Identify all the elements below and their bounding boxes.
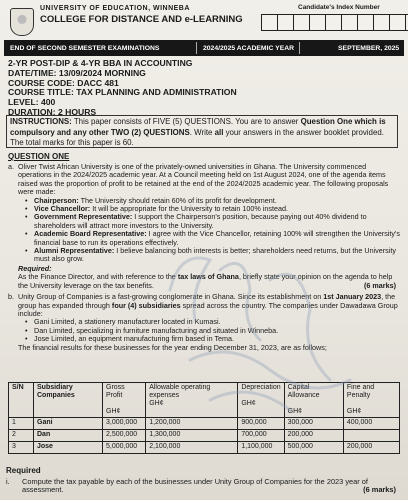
table-cell: 1,100,000 — [238, 442, 284, 454]
table-cell: 200,000 — [284, 430, 343, 442]
header-depreciation: Depreciation GH¢ — [238, 383, 284, 418]
header-sn: S/N — [9, 383, 34, 418]
sub-question-number: i. — [6, 477, 10, 486]
sub-question-text: Compute the tax payable by each of the businesses under Unity Group of Companies for the 2023 year of assessment. — [22, 477, 368, 495]
marks-a: (6 marks) — [364, 280, 396, 290]
exam-title: END OF SECOND SEMESTER EXAMINATIONS — [10, 44, 160, 52]
part-b-label: b. — [8, 292, 14, 302]
table-intro-text: The financial results for these businesses for the year ending December 31, 2023, are as follows; — [18, 342, 327, 352]
part-b-intro: Unity Group of Companies is a fast-growing conglomerate in Ghana. Since its establishment on — [18, 292, 324, 302]
financial-results-table — [8, 382, 400, 454]
exam-month: SEPTEMBER, 2025 — [338, 44, 400, 52]
index-box — [261, 14, 278, 31]
proposal-title: Chairperson: — [34, 195, 79, 205]
part-b-intro: spread across the country. The companies under Dawadawa Group include: — [18, 300, 398, 318]
table-cell: 700,000 — [238, 430, 284, 442]
part-b-intro: , the group has expanded through — [18, 292, 396, 310]
proposal-title: Government Representative: — [34, 212, 133, 222]
table-cell: 200,000 — [343, 442, 399, 454]
subsidiary-item: • Jose Limited, an equipment manufacturing firm based in Tema. — [34, 335, 400, 343]
index-box — [277, 14, 294, 31]
subsidiary-item: • Dan Limited, specializing in furniture manufacturing and situated in Winneba. — [34, 327, 400, 335]
course-title: COURSE TITLE: TAX PLANNING AND ADMINISTRATION — [8, 87, 237, 98]
part-a-intro: Oliver Twist African University is one of the privately-owned universities in Ghana. The University commenced operations in the 2024/2025 academic year. At a Council meeting held on 1st August 2024, one of the agenda items raised was the proportion of profit to be retained at the end of the 2024/2025 academic year. The following proposals were made: — [18, 162, 389, 197]
index-box — [293, 14, 310, 31]
table-cell: Dan — [34, 430, 103, 442]
header-fine-penalty: Fine and Penalty GH¢ — [343, 383, 399, 418]
table-cell: 5,000,000 — [103, 442, 146, 454]
table-cell: 2 — [9, 430, 34, 442]
header-capital-allowance: Capital Allowance GH¢ — [284, 383, 343, 418]
course-details — [8, 59, 237, 118]
proposal-text: I agree with the Vice Chancellor, retaining 100% will strengthen the University's financial base to run its operations effectively. — [34, 229, 400, 247]
table-cell: 2,100,000 — [146, 442, 238, 454]
proposal-title: Vice Chancellor: — [34, 204, 91, 214]
part-b-bold: four (4) subsidiaries — [111, 300, 181, 310]
instructions-text: This paper consists of FIVE (5) QUESTIONS. You are to answer — [71, 117, 301, 126]
sub-question-i — [6, 478, 400, 495]
date-time: DATE/TIME: 13/09/2024 MORNING — [8, 67, 146, 78]
table-row — [9, 430, 400, 442]
part-b-bold: 1st January 2023 — [323, 292, 382, 302]
table-cell: 1 — [9, 418, 34, 430]
required-heading: Required — [6, 466, 41, 475]
index-box — [373, 14, 390, 31]
duration: DURATION: 2 HOURS — [8, 106, 97, 117]
programme: 2-YR POST-DIP & 4-YR BBA IN ACCOUNTING — [8, 58, 193, 68]
table-row — [9, 418, 400, 430]
table-cell: 3 — [9, 442, 34, 454]
index-box — [389, 14, 406, 31]
proposal-text: I believe balancing both interests is better; shareholders need returns, but the University must also grow. — [34, 246, 396, 264]
table-header-row — [9, 383, 400, 418]
marks-i: (6 marks) — [363, 485, 396, 495]
index-box — [341, 14, 358, 31]
proposal-text: The University should retain 60% of its profit for development. — [78, 195, 277, 205]
proposal-title: Alumni Representative: — [34, 246, 115, 256]
part-a-required — [8, 265, 400, 290]
table-cell: 2,500,000 — [103, 430, 146, 442]
header-operating-expenses: Allowable operating expenses GH¢ — [146, 383, 238, 418]
level: LEVEL: 400 — [8, 97, 56, 108]
currency: GH¢ — [149, 400, 164, 407]
table-cell: 1,200,000 — [146, 418, 238, 430]
table-cell: 1,300,000 — [146, 430, 238, 442]
required-label: Required: — [18, 263, 52, 273]
part-a-label: a. — [8, 162, 14, 171]
currency: GH¢ — [106, 408, 121, 415]
proposal-item — [34, 213, 400, 230]
university-crest-icon — [10, 8, 34, 36]
instructions-text: your answers in the answer booklet provided. The total marks for this paper is 60. — [10, 127, 384, 147]
required-text: , briefly state your opinion on the agenda to help the University leverage on the tax benefits. — [18, 272, 393, 290]
proposal-list — [8, 197, 400, 264]
proposal-text: It will be appropriate for the University to retain 100% instead. — [90, 204, 288, 214]
proposal-title: Academic Board Representative: — [34, 229, 147, 239]
banner-divider — [299, 42, 300, 54]
paper-header — [4, 2, 404, 40]
index-number-boxes — [262, 14, 408, 31]
table-cell: Gani — [34, 418, 103, 430]
table-cell: 3,000,000 — [103, 418, 146, 430]
question-one-body — [8, 163, 400, 352]
proposal-text: I support the Chairperson's position, because paying out 40% dividend to shareholders will attract more investors to the University. — [34, 212, 367, 230]
required-bold: tax laws of Ghana — [177, 272, 239, 282]
index-box — [309, 14, 326, 31]
subsidiary-list — [8, 318, 400, 343]
college-name: COLLEGE FOR DISTANCE AND e-LEARNING — [40, 14, 243, 25]
subsidiary-item: • Gani Limited, a stationery manufacturer located in Kumasi. — [34, 318, 400, 326]
table-cell: 900,000 — [238, 418, 284, 430]
course-code: COURSE CODE: DACC 481 — [8, 77, 119, 88]
table-cell: 400,000 — [343, 418, 399, 430]
instructions-lead: INSTRUCTIONS: — [10, 117, 72, 126]
part-a — [8, 163, 400, 197]
header-subsidiary: Subsidiary Companies — [34, 383, 103, 418]
header-gross-profit: Gross Profit GH¢ — [103, 383, 146, 418]
index-box — [325, 14, 342, 31]
index-box — [357, 14, 374, 31]
proposal-item — [34, 247, 400, 264]
academic-year: 2024/2025 ACADEMIC YEAR — [203, 44, 295, 52]
index-number-label: Candidate's Index Number — [298, 4, 380, 11]
table-row — [9, 442, 400, 454]
required-text: As the Finance Director, and with reference to the — [18, 272, 178, 282]
instructions-text: . Write — [189, 127, 215, 137]
proposal-item — [34, 230, 400, 247]
table-intro — [8, 344, 400, 352]
table-cell: 500,000 — [284, 442, 343, 454]
exam-banner — [4, 40, 404, 56]
instructions-bold: all — [214, 127, 224, 137]
currency: GH¢ — [287, 408, 303, 415]
banner-divider — [196, 42, 197, 54]
instructions-box — [6, 115, 398, 148]
currency: GH¢ — [346, 408, 362, 415]
table-cell: Jose — [34, 442, 103, 454]
table-cell: 300,000 — [284, 418, 343, 430]
part-b — [8, 293, 400, 318]
instructions-bold: Question One which is compulsory and any other TWO (2) QUESTIONS — [10, 117, 386, 137]
question-one-heading: QUESTION ONE — [8, 152, 70, 161]
currency: GH¢ — [241, 400, 256, 407]
table-cell — [343, 430, 399, 442]
university-name: UNIVERSITY OF EDUCATION, WINNEBA — [40, 5, 190, 12]
